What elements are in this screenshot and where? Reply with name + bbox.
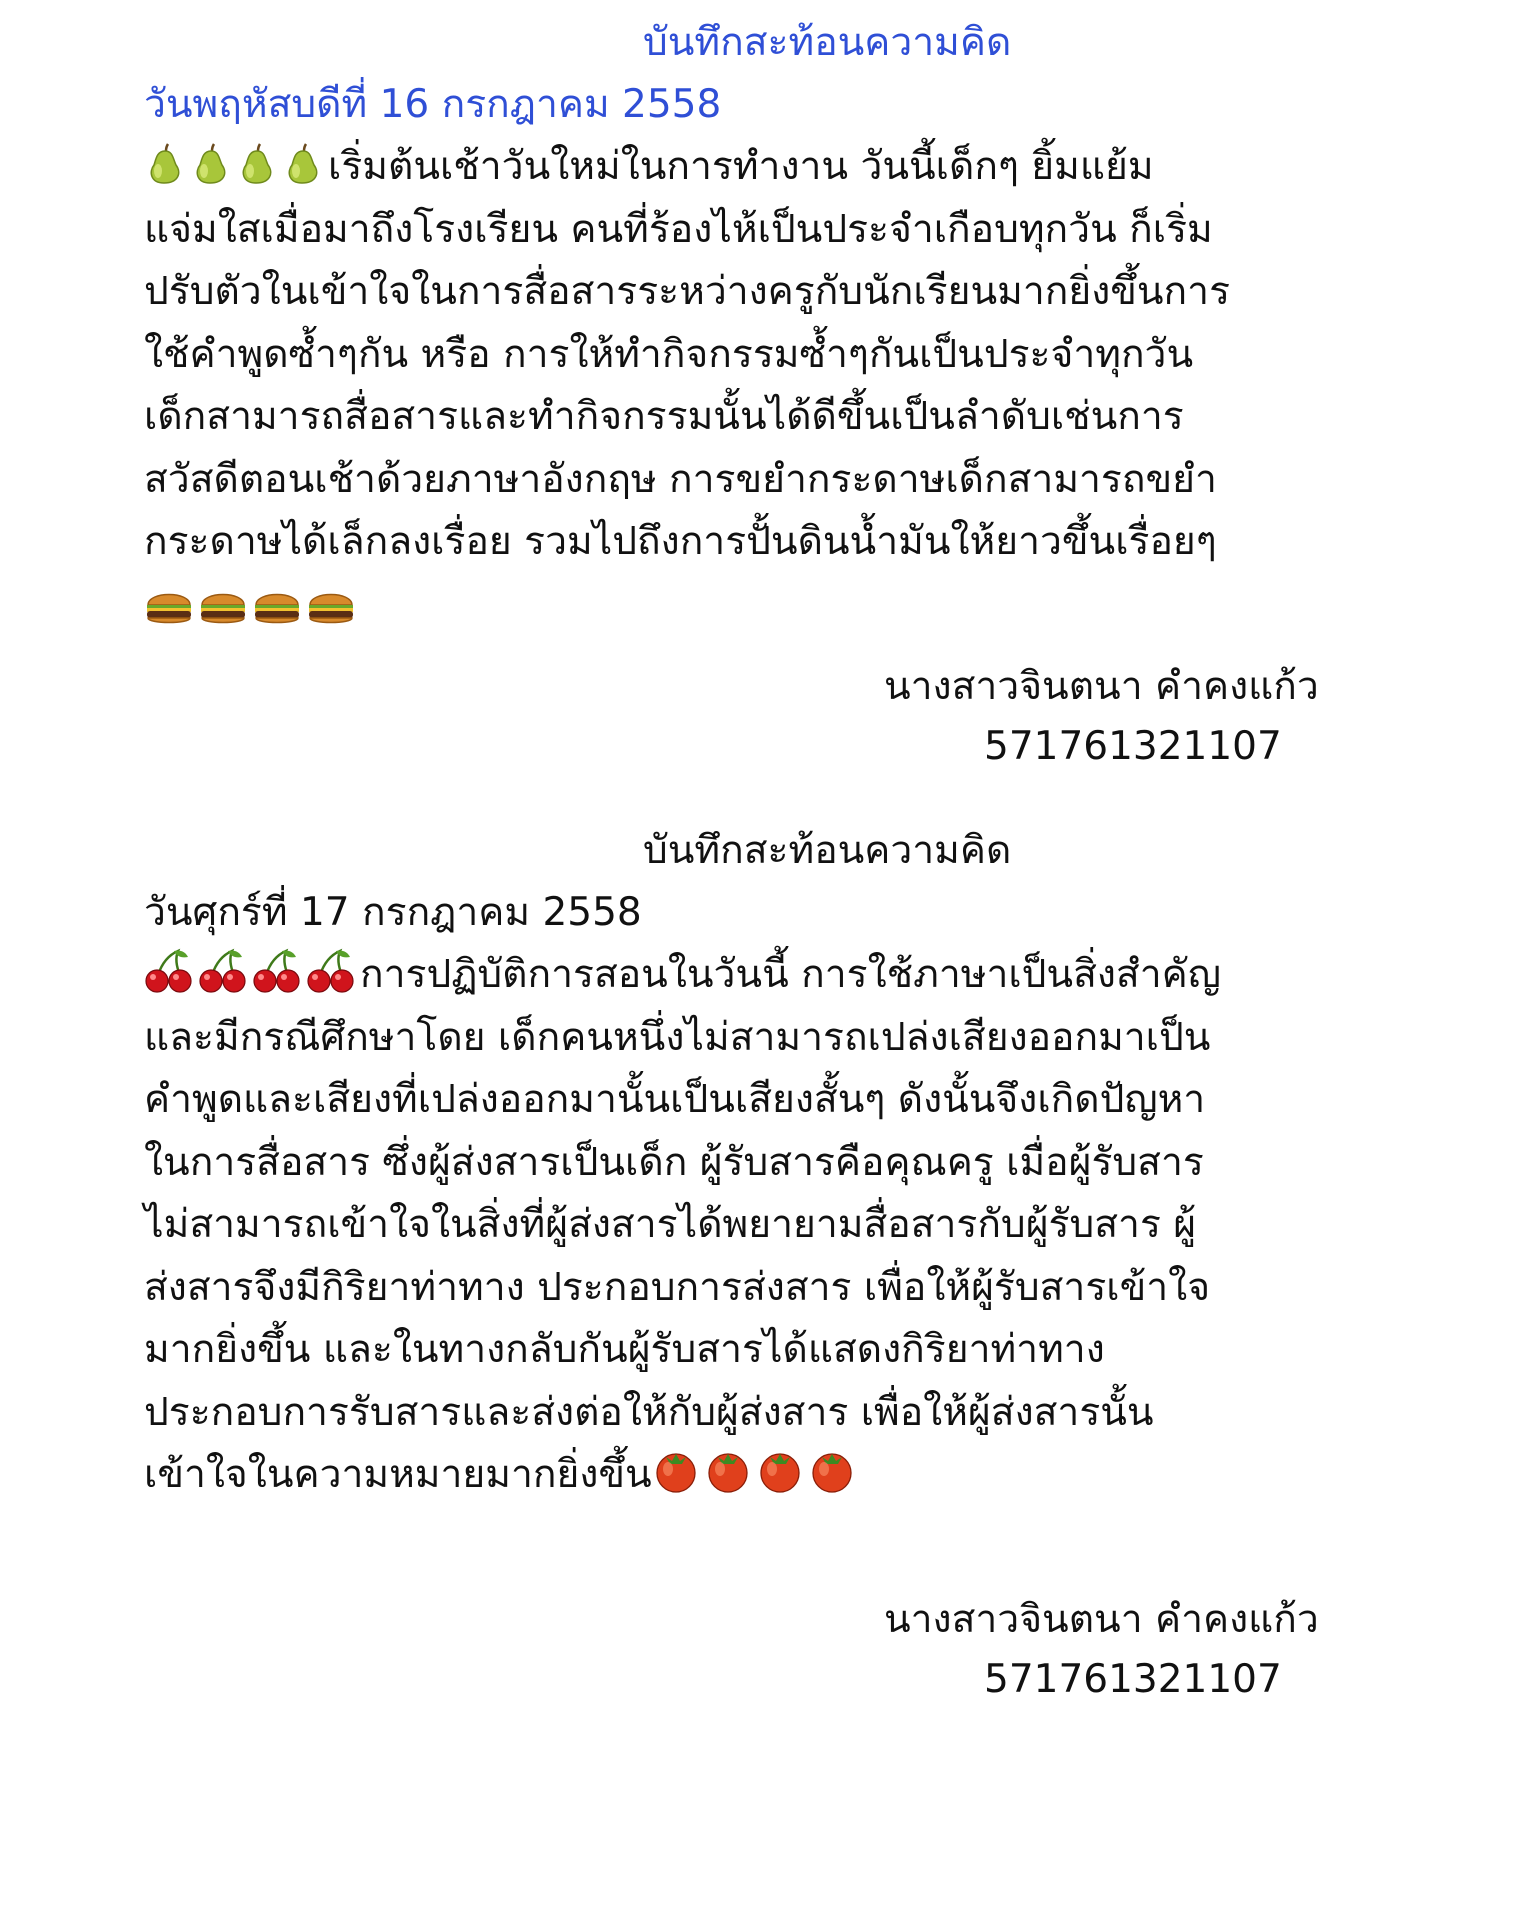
pear-icon bbox=[236, 141, 278, 185]
student-id: 571761321107 bbox=[984, 1657, 1282, 1702]
entry-body bbox=[144, 136, 1394, 640]
body-line: ส่งสารจึงมีกิริยาท่าทาง ประกอบการส่งสาร เพื่อให้ผู้รับสารเข้าใจ bbox=[144, 1264, 1211, 1310]
hamburger-icon bbox=[306, 587, 356, 627]
author-name: นางสาวจินตนา คำคงแก้ว bbox=[884, 1597, 1319, 1642]
entry-title: บันทึกสะท้อนความคิด bbox=[643, 828, 1012, 873]
body-line: มากยิ่งขึ้น และในทางกลับกันผู้รับสารได้แสดงกิริยาท่าทาง bbox=[144, 1327, 1105, 1372]
pear-icon bbox=[144, 141, 186, 185]
tomato-icon bbox=[652, 1447, 700, 1493]
author-name: นางสาวจินตนา คำคงแก้ว bbox=[884, 664, 1319, 709]
body-text: เข้าใจในความหมายมากยิ่งขึ้น bbox=[144, 1452, 652, 1497]
body-line: แจ่มใสเมื่อมาถึงโรงเรียน คนที่ร้องไห้เป็นประจำเกือบทุกวัน ก็เริ่ม bbox=[144, 206, 1213, 252]
entry-date: วันพฤหัสบดีที่ 16 กรกฎาคม 2558 bbox=[144, 82, 722, 127]
body-line: และมีกรณีศึกษาโดย เด็กคนหนึ่งไม่สามารถเปล่งเสียงออกมาเป็น bbox=[144, 1014, 1211, 1060]
body-line: สวัสดีตอนเช้าด้วยภาษาอังกฤษ การขยำกระดาษเด็กสามารถขยำ bbox=[144, 456, 1217, 502]
entry-body bbox=[144, 944, 1394, 1507]
tomato-icon bbox=[756, 1447, 804, 1493]
body-text: การปฏิบัติการสอนในวันนี้ การใช้ภาษาเป็นสิ่งสำคัญ bbox=[360, 952, 1221, 997]
tomato-icon bbox=[808, 1447, 856, 1493]
cherries-icon bbox=[198, 947, 248, 993]
body-line: ไม่สามารถเข้าใจในสิ่งที่ผู้ส่งสารได้พยายามสื่อสารกับผู้รับสาร ผู้ bbox=[144, 1202, 1197, 1247]
body-line: เด็กสามารถสื่อสารและทำกิจกรรมนั้นได้ดีขึ้นเป็นลำดับเช่นการ bbox=[144, 394, 1184, 439]
body-line: ในการสื่อสาร ซึ่งผู้ส่งสารเป็นเด็ก ผู้รับสารคือคุณครู เมื่อผู้รับสาร bbox=[144, 1139, 1204, 1185]
body-line: ปรับตัวในเข้าใจในการสื่อสารระหว่างครูกับนักเรียนมากยิ่งขึ้นการ bbox=[144, 269, 1231, 314]
tomato-icon bbox=[704, 1447, 752, 1493]
cherries-icon bbox=[252, 947, 302, 993]
body-line: คำพูดและเสียงที่เปล่งออกมานั้นเป็นเสียงสั้นๆ ดังนั้นจึงเกิดปัญหา bbox=[144, 1077, 1206, 1122]
body-line bbox=[144, 136, 1394, 199]
hamburger-icon bbox=[144, 587, 194, 627]
hamburger-icon bbox=[198, 587, 248, 627]
pear-icon bbox=[190, 141, 232, 185]
body-line bbox=[144, 944, 1394, 1007]
entry-title: บันทึกสะท้อนความคิด bbox=[643, 20, 1012, 65]
body-line: ประกอบการรับสารและส่งต่อให้กับผู้ส่งสาร เพื่อให้ผู้ส่งสารนั้น bbox=[144, 1389, 1154, 1435]
student-id: 571761321107 bbox=[984, 724, 1282, 769]
body-line: กระดาษได้เล็กลงเรื่อย รวมไปถึงการปั้นดินน้ำมันให้ยาวขึ้นเรื่อยๆ bbox=[144, 519, 1217, 564]
pear-icon bbox=[282, 141, 324, 185]
body-text: เริ่มต้นเช้าวันใหม่ในการทำงาน วันนี้เด็กๆ ยิ้มแย้ม bbox=[328, 144, 1154, 189]
body-line bbox=[144, 1444, 1394, 1507]
trailing-icons bbox=[144, 574, 1394, 641]
cherries-icon bbox=[306, 947, 356, 993]
cherries-icon bbox=[144, 947, 194, 993]
hamburger-icon bbox=[252, 587, 302, 627]
body-line: ใช้คำพูดซ้ำๆกัน หรือ การให้ทำกิจกรรมซ้ำๆกันเป็นประจำทุกวัน bbox=[144, 331, 1194, 377]
entry-date: วันศุกร์ที่ 17 กรกฎาคม 2558 bbox=[144, 890, 642, 935]
